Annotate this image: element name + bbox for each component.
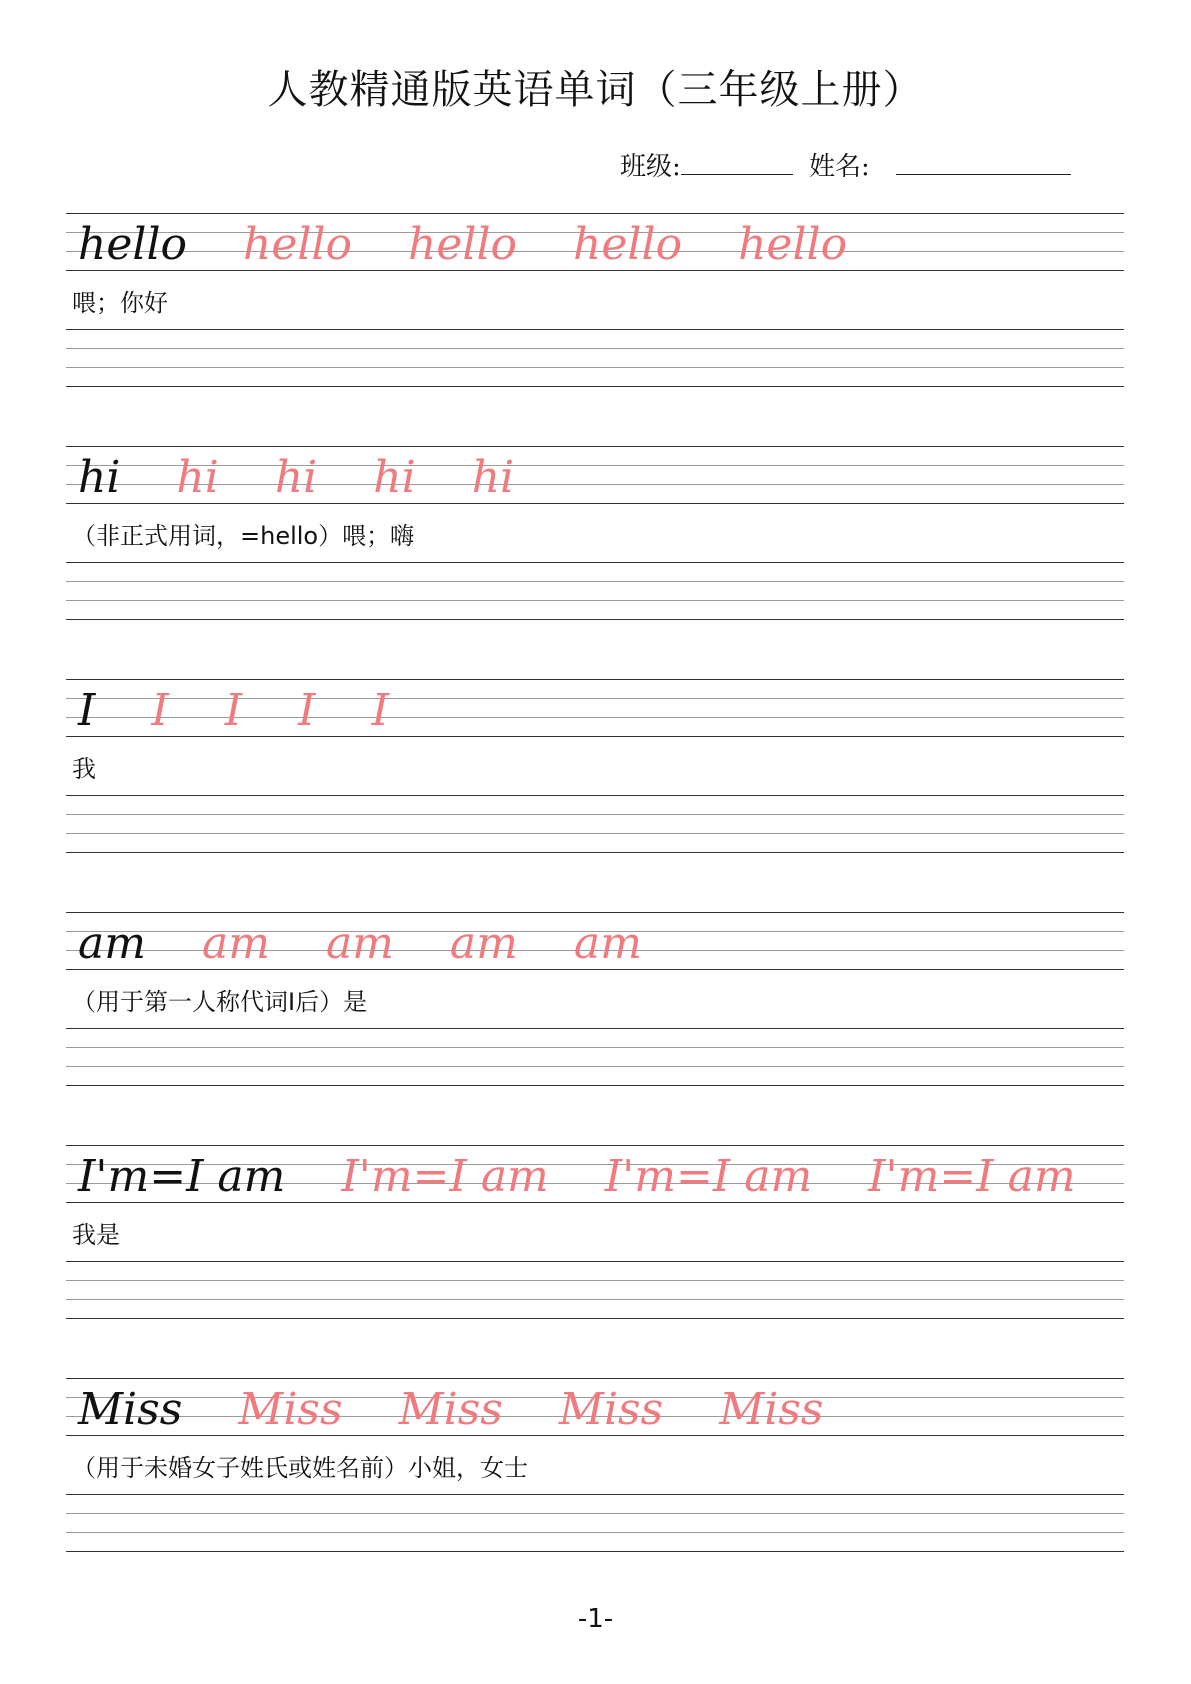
word-row [78,219,848,270]
practice-line[interactable] [66,348,1124,349]
practice-line[interactable] [66,329,1124,330]
trace-word: Miss [719,1384,824,1435]
practice-line[interactable] [66,1494,1124,1495]
word-row [78,685,389,736]
trace-word: I'm=I am [604,1151,813,1202]
name-label: 姓名: [809,152,870,182]
rule-line [66,969,1124,970]
practice-line[interactable] [66,852,1124,853]
model-word: Miss [78,1384,183,1435]
trace-word: I [371,685,389,736]
trace-word: hi [471,452,515,503]
word-meaning: 喂；你好 [72,289,168,317]
trace-word: I [298,685,316,736]
model-word: hi [78,452,121,503]
trace-word: I [224,685,243,736]
trace-word: am [573,918,642,969]
trace-word: I'm=I am [341,1151,549,1202]
rule-line [66,1435,1124,1436]
class-label: 班级: [620,152,681,182]
trace-word: hi [373,452,416,503]
class-field[interactable] [681,150,793,175]
name-field[interactable] [896,150,1071,175]
word-meaning: （用于第一人称代词I后）是 [72,988,368,1016]
word-meaning: （非正式用词，=hello）喂；嗨 [72,522,415,550]
rule-line [66,679,1124,680]
rule-line [66,912,1124,913]
trace-word: hello [408,219,518,270]
word-row [78,452,515,503]
practice-line[interactable] [66,1028,1124,1029]
practice-line[interactable] [66,1066,1124,1067]
practice-line[interactable] [66,1280,1124,1281]
trace-word: hi [176,452,219,503]
practice-line[interactable] [66,386,1124,387]
page-number: -1- [577,1604,614,1634]
word-meaning: （用于未婚女子姓氏或姓名前）小姐，女士 [72,1454,528,1482]
word-row [78,918,642,969]
trace-word: hello [573,219,683,270]
model-word: I [78,685,96,736]
practice-line[interactable] [66,833,1124,834]
trace-word: Miss [238,1384,343,1435]
trace-word: Miss [558,1384,664,1435]
word-meaning: 我 [72,755,96,783]
practice-line[interactable] [66,1318,1124,1319]
trace-word: hi [274,452,318,503]
practice-line[interactable] [66,1085,1124,1086]
model-word: am [78,918,146,969]
trace-word: Miss [398,1384,503,1435]
trace-word: I'm=I am [868,1151,1076,1202]
practice-line[interactable] [66,1513,1124,1514]
word-row [78,1384,824,1435]
word-meaning: 我是 [72,1221,120,1249]
rule-line [66,446,1124,447]
practice-line[interactable] [66,1299,1124,1300]
practice-line[interactable] [66,795,1124,796]
practice-line[interactable] [66,619,1124,620]
trace-word: I [151,685,169,736]
rule-line [66,1145,1124,1146]
practice-line[interactable] [66,1261,1124,1262]
practice-line[interactable] [66,1047,1124,1048]
trace-word: hello [738,219,848,270]
trace-word: hello [243,219,353,270]
model-word: I'm=I am [78,1151,286,1202]
rule-line [66,1202,1124,1203]
rule-line [66,213,1124,214]
trace-word: am [449,918,518,969]
practice-line[interactable] [66,581,1124,582]
class-name-line [620,146,1071,183]
practice-line[interactable] [66,367,1124,368]
practice-line[interactable] [66,562,1124,563]
model-word: hello [78,219,188,270]
rule-line [66,503,1124,504]
trace-word: am [325,918,394,969]
practice-line[interactable] [66,1551,1124,1552]
practice-line[interactable] [66,600,1124,601]
word-row [78,1151,1076,1202]
rule-line [66,270,1124,271]
rule-line [66,736,1124,737]
page-title: 人教精通版英语单词（三年级上册） [267,67,924,113]
rule-line [66,1378,1124,1379]
practice-line[interactable] [66,814,1124,815]
trace-word: am [201,918,270,969]
practice-line[interactable] [66,1532,1124,1533]
